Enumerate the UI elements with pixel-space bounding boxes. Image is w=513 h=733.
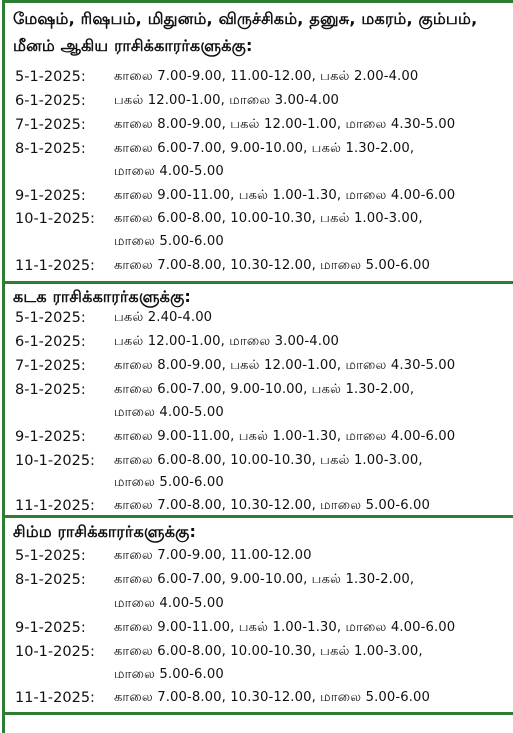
row-date: 10-1-2025: xyxy=(15,453,95,469)
table-row xyxy=(3,207,513,231)
section-rasi-group-1 xyxy=(3,0,513,284)
table-row xyxy=(3,354,513,378)
row-date: 11-1-2025: xyxy=(15,690,95,706)
row-times: காலை 8.00-9.00, பகல் 12.00-1.00, மாலை 4.30-5.00 xyxy=(114,358,456,373)
row-date: 7-1-2025: xyxy=(15,358,86,374)
row-date: 6-1-2025: xyxy=(15,334,86,350)
section-simma xyxy=(3,518,513,715)
row-times: காலை 6.00-8.00, 10.00-10.30, பகல் 1.00-3.00, xyxy=(114,453,423,468)
row-times: காலை 8.00-9.00, பகல் 12.00-1.00, மாலை 4.30-5.00 xyxy=(114,117,456,132)
table-row xyxy=(3,425,513,449)
table-row-continuation xyxy=(3,471,513,495)
row-times: மாலை 4.00-5.00 xyxy=(114,164,224,179)
row-times: காலை 9.00-11.00, பகல் 1.00-1.30, மாலை 4.00-6.00 xyxy=(114,620,456,635)
row-date: 9-1-2025: xyxy=(15,188,86,204)
table-row xyxy=(3,184,513,208)
table-row xyxy=(3,378,513,402)
table-row-continuation xyxy=(3,592,513,616)
table-row xyxy=(3,640,513,664)
row-date: 8-1-2025: xyxy=(15,141,86,157)
table-row-continuation xyxy=(3,663,513,687)
row-date: 9-1-2025: xyxy=(15,620,86,636)
section-heading: மேஷம், ரிஷபம், மிதுனம், விருச்சிகம், தனுசு, மகரம், கும்பம், xyxy=(13,9,478,28)
row-date: 11-1-2025: xyxy=(15,258,95,274)
row-date: 5-1-2025: xyxy=(15,310,86,326)
row-times: காலை 7.00-8.00, 10.30-12.00, மாலை 5.00-6.00 xyxy=(114,690,430,705)
row-times: பகல் 2.40-4.00 xyxy=(114,310,213,325)
section-heading: கடக ராசிக்காரர்களுக்கு: xyxy=(13,287,192,306)
table-row xyxy=(3,306,513,330)
table-row xyxy=(3,137,513,161)
row-date: 11-1-2025: xyxy=(15,498,95,514)
row-times: மாலை 5.00-6.00 xyxy=(114,667,224,682)
row-times: மாலை 4.00-5.00 xyxy=(114,405,224,420)
table-row-continuation xyxy=(3,160,513,184)
row-times: காலை 6.00-7.00, 9.00-10.00, பகல் 1.30-2.00, xyxy=(114,572,415,587)
row-times: மாலை 5.00-6.00 xyxy=(114,234,224,249)
row-date: 7-1-2025: xyxy=(15,117,86,133)
row-date: 6-1-2025: xyxy=(15,93,86,109)
row-times: மாலை 5.00-6.00 xyxy=(114,475,224,490)
row-times: காலை 6.00-7.00, 9.00-10.00, பகல் 1.30-2.00, xyxy=(114,141,415,156)
row-times: காலை 6.00-8.00, 10.00-10.30, பகல் 1.00-3.00, xyxy=(114,644,423,659)
table-row xyxy=(3,254,513,278)
row-date: 10-1-2025: xyxy=(15,211,95,227)
row-times: மாலை 4.00-5.00 xyxy=(114,596,224,611)
table-row-continuation xyxy=(3,230,513,254)
row-date: 8-1-2025: xyxy=(15,382,86,398)
row-times: காலை 9.00-11.00, பகல் 1.00-1.30, மாலை 4.00-6.00 xyxy=(114,188,456,203)
section-kadaga xyxy=(3,284,513,518)
row-times: பகல் 12.00-1.00, மாலை 3.00-4.00 xyxy=(114,93,340,108)
row-date: 10-1-2025: xyxy=(15,644,95,660)
row-times: காலை 6.00-8.00, 10.00-10.30, பகல் 1.00-3.00, xyxy=(114,211,423,226)
table-row xyxy=(3,89,513,113)
row-date: 8-1-2025: xyxy=(15,572,86,588)
table-row xyxy=(3,568,513,592)
table-row xyxy=(3,686,513,710)
row-times: காலை 6.00-7.00, 9.00-10.00, பகல் 1.30-2.00, xyxy=(114,382,415,397)
table-row xyxy=(3,65,513,89)
table-row xyxy=(3,544,513,568)
row-date: 9-1-2025: xyxy=(15,429,86,445)
row-times: பகல் 12.00-1.00, மாலை 3.00-4.00 xyxy=(114,334,340,349)
table-row xyxy=(3,616,513,640)
table-row xyxy=(3,494,513,518)
section-heading: சிம்ம ராசிக்காரர்களுக்கு: xyxy=(13,522,197,541)
table-row xyxy=(3,113,513,137)
row-times: காலை 7.00-8.00, 10.30-12.00, மாலை 5.00-6.00 xyxy=(114,258,430,273)
row-times: காலை 7.00-9.00, 11.00-12.00, பகல் 2.00-4.00 xyxy=(114,69,419,84)
table-row-continuation xyxy=(3,401,513,425)
row-times: காலை 7.00-8.00, 10.30-12.00, மாலை 5.00-6.00 xyxy=(114,498,430,513)
table-row xyxy=(3,449,513,473)
row-date: 5-1-2025: xyxy=(15,548,86,564)
row-date: 5-1-2025: xyxy=(15,69,86,85)
section-heading: மீனம் ஆகிய ராசிக்காரர்களுக்கு: xyxy=(13,36,253,55)
row-times: காலை 9.00-11.00, பகல் 1.00-1.30, மாலை 4.00-6.00 xyxy=(114,429,456,444)
table-row xyxy=(3,330,513,354)
row-times: காலை 7.00-9.00, 11.00-12.00 xyxy=(114,548,312,563)
